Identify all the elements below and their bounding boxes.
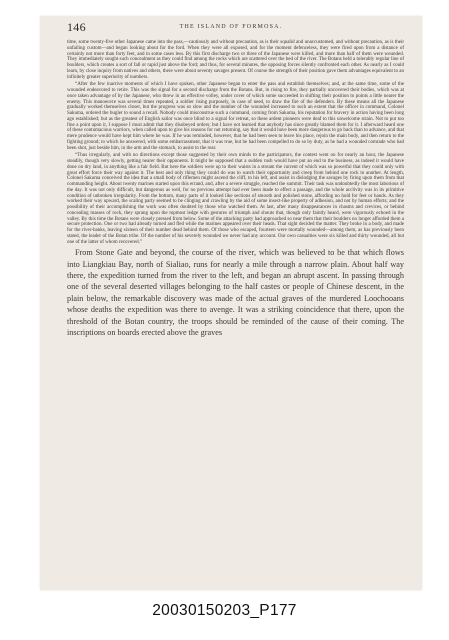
paragraph-stone-gate: From Stone Gate and beyond, the course of the river, which was believed to be that which flows into Liangkiau Bay, north of Sialiao, runs for nearly a mile through a narrow plain. About half way there, the expedition turned from the river to the left, and began an abrupt ascent. In passing through one of the several deserted villages belonging to the half castes or people of Chinese descent, in the plain below, the remarkable discovery was made of the actual graves of the murdered Loochooans whose deaths the expedition was there to avenge. It was a striking coincidence that there, upon the threshold of the Botan country, the troops should be reminded of the cause of their coming. The inscriptions on boards erected above the graves [67,248,404,338]
page-number: 146 [67,20,86,34]
page-body [67,40,404,341]
book-page [40,16,422,590]
page-header [40,16,422,40]
paragraph-battle-opening: time, some twenty-five other Japanese came into the pass,—cautiously and without precaution, as is their squalid and unaccustomed, and without precaution, as is their unfailing custom—and began looking about for the ford. When they were all exposed, and for the moment defenceless, they were fired upon from a distance of certainly not more than forty feet, and in some cases less. By this first discharge two or three of the Japanese were killed, and more than half of them were wounded. They immediately sought such concealment as they could find among the rocks which are scattered over the bed of the river. The Botans held a tolerably regular line of boulders, which creates a sort of fall or rapid just above the ford; and thus, for several minutes, the opposing forces silently confronted each other. As nearly as I could learn, by close inquiry from natives and others, there were about seventy savages present. Of course the strength of their position gave them advantages equivalent to an infinitely greater superiority of numbers. [67,40,404,80]
paragraph-cliff-ascent: “Thus irregularly, and with no directions except those suggested by their own minds to the participators, the contest went on for nearly an hour, the Japanese steadily, though very slowly, getting nearer their opponents. It might be supposed that a sudden rush would have put an end to the business, as indeed it would have done on dry land, in anything like a fair field. But here the soldiers were up to their waists in a stream the current of which was so powerful that they could only with great effort force their way against it. The best and only thing they could do was to watch their opportunity and creep from behind one rock to another. At length, Colonel Sakuma conceived the idea that a small body of riflemen might ascend the cliff, to his left, and assist in dislodging the savages by firing upon them from that commanding height. About twenty marines started upon this errand, and, after a severe struggle, reached the summit. Their task was undoubtedly the most laborious of the day. It was not only difficult, but dangerous as well, for no previous attempt had ever been made to effect a passage, and the whole acclivity was in its primitive condition of unbroken irregularity. From the bottom, many parts of it looked like sections of smooth and polished stone, affording no hold for feet or hands. As they worked their way upward, the scaling party seemed to be clinging and crawling by the aid of some insect-like property of adhesion, and not by human efforts; and the possibility of their accomplishing the work was often doubted by those who watched them. At last, after many disappearances in chasms and crevices, or behind concealing masses of rock, they sprang upon the topmost ledge with gestures of triumph and shouts that, though only faintly heard, were vigorously echoed in the valley. By this time the Botans were closely pressed from below. Some of the attacking party had approached so near them that their boulders no longer afforded them a secure protection. One or two had already turned and fled while the marines appeared over their heads. That sight decided the matter. They broke in a body, and made for the river-banks, leaving sixteen of their number dead behind them. Of those who escaped, fourteen were mortally wounded—among them, as has previously been stated, the leader of the Botan tribe. Of the number of his severely wounded we never had any account. Our own casualties were six killed and thirty wounded, all but one of the latter of whom recovered.” [67,153,404,245]
paragraph-advance: “After the few inactive moments of which I have spoken, other Japanese began to enter the pass and establish themselves; and, at the same time, some of the wounded endeavored to retire. This was the signal for a second discharge from the Botans. But, in rising to fire, they partially uncovered their bodies, which was at once taken advantage of by the Japanese, who threw in an effective volley, under cover of which some succeeded in shifting their position to points a little nearer the enemy. This manoeuvre was several times repeated, a soldier rising purposely, in case of need, to draw the fire of the defenders. By these means all the Japanese gradually worked themselves closer, but the progress was so slow and the number of the wounded increased to such an extent that the officer in command, Colonel Sakuma, ordered the bugler to sound a recall. Nobody could misconstrue such a command, coming from Sakuma, his reputation for bravery in action having been long ago established; but as the greatest of English sailor was once blind to a signal for retreat, so these ardent pioneers were deaf to this unwelcome strain. Not to put too fine a point upon it, I suppose I must admit that they disobeyed orders; but I have not learned that anybody has since greatly blamed them for it. I afterward heard one of these contumacious warriors, when called upon to give his reasons for not returning, say that it would have been more dangerous to go back than to advance, and that mere prudence would have kept him where he was. If he was reminded, however, that he had been seen to leave his place, rejoin the main body, and then return to the fighting ground; to which he answered, with some embarrassment, that it was true, but he had been compelled to do so by duty, as he had a wounded comrade who had been shot, just beside him, in the arm and the stomach, to assist to the rear. [67,82,404,151]
image-caption: 20030150203_P177 [152,602,297,619]
running-title: THE ISLAND OF FORMOSA. [179,24,283,30]
